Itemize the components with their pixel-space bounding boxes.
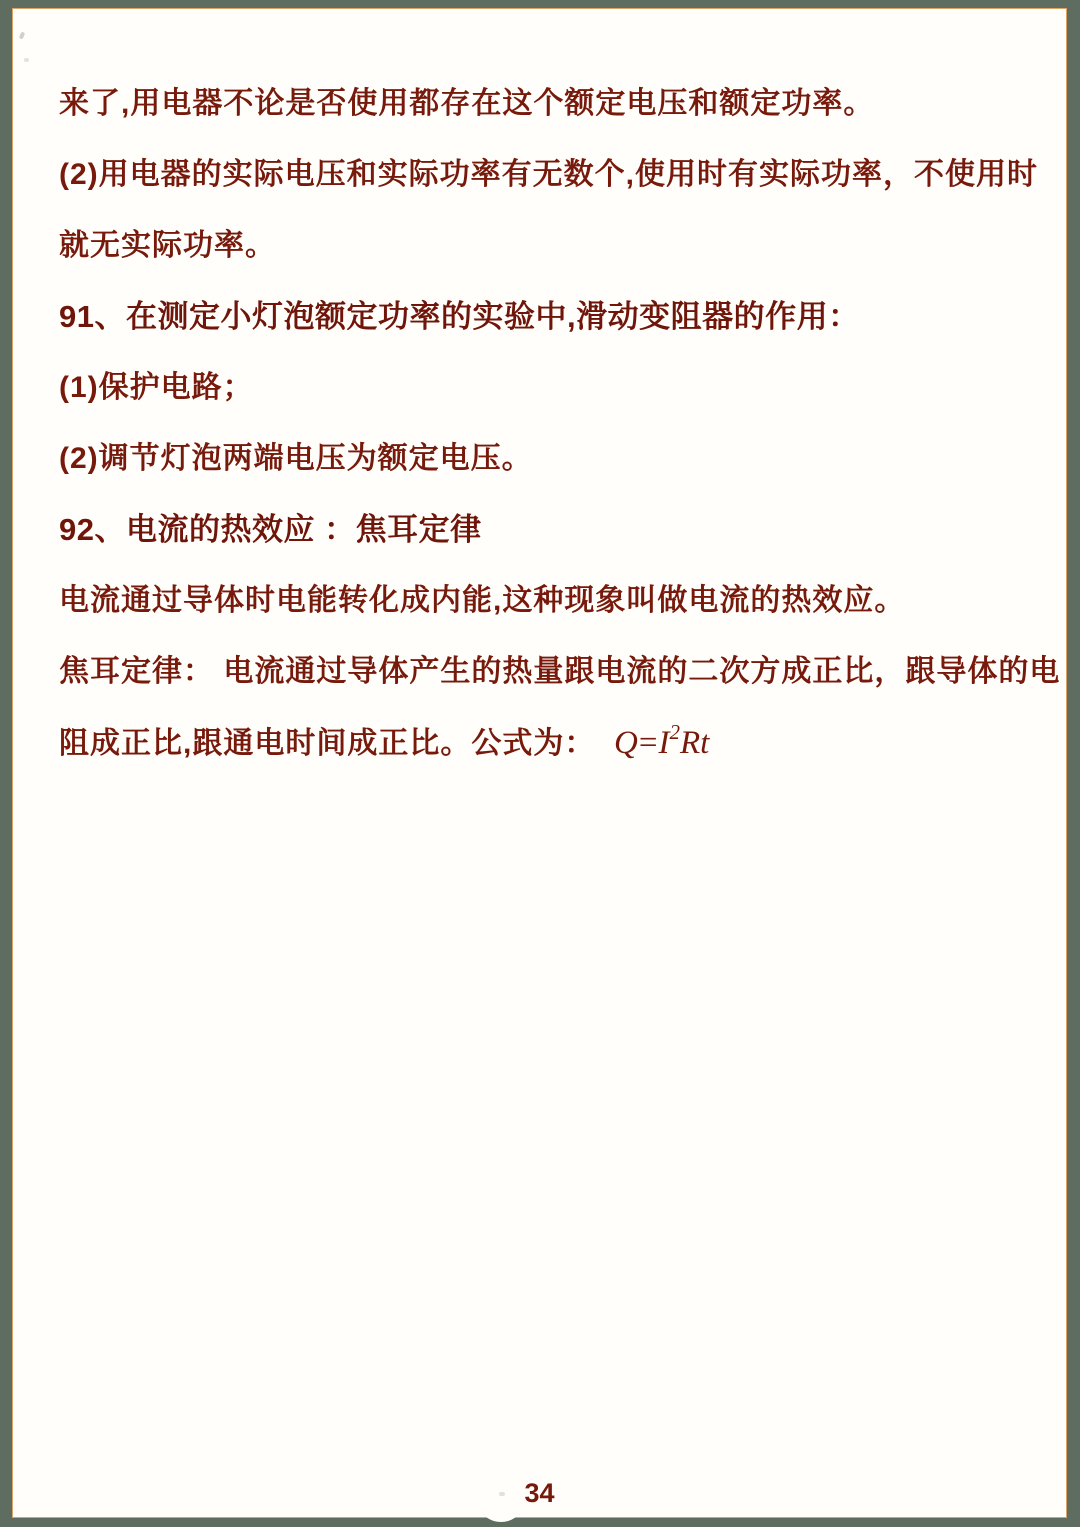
line-text: (1)保护电路； bbox=[59, 371, 254, 404]
formula-base: I bbox=[658, 725, 670, 761]
line-text: 就无实际功率。 bbox=[59, 229, 276, 262]
formula-equals: = bbox=[638, 725, 658, 761]
line-text: 91、在测定小灯泡额定功率的实验中,滑动变阻器的作用： bbox=[59, 299, 860, 334]
scan-artifact-speck bbox=[499, 1492, 505, 1496]
scan-artifact-notch bbox=[482, 1507, 520, 1522]
heading-line bbox=[59, 300, 1028, 371]
document-page bbox=[12, 8, 1067, 1518]
line-text: (2)调节灯泡两端电压为额定电压。 bbox=[59, 442, 533, 475]
text-line bbox=[59, 229, 1028, 300]
line-text: 92、电流的热效应 ：焦耳定律 bbox=[59, 512, 482, 547]
text-line bbox=[59, 87, 1028, 158]
formula-superscript: 2 bbox=[669, 720, 680, 744]
line-text: 来了,用电器不论是否使用都存在这个额定电压和额定功率。 bbox=[59, 87, 875, 120]
text-line bbox=[59, 720, 1028, 797]
joule-law-formula bbox=[614, 720, 710, 761]
text-line bbox=[59, 584, 1028, 655]
page-number: 34 bbox=[524, 1478, 555, 1508]
text-line bbox=[59, 371, 1028, 442]
line-text: (2)用电器的实际电压和实际功率有无数个,使用时有实际功率，不使用时 bbox=[59, 158, 1038, 191]
text-line bbox=[59, 442, 1028, 513]
scan-artifact-speck bbox=[24, 58, 29, 62]
line-text: 电流通过导体时电能转化成内能,这种现象叫做电流的热效应。 bbox=[59, 584, 906, 617]
formula-suffix: Rt bbox=[679, 725, 710, 761]
text-line bbox=[59, 655, 1061, 726]
line-text: 阻成正比,跟通电时间成正比。公式为： bbox=[59, 727, 615, 760]
formula-lhs: Q bbox=[614, 725, 638, 761]
heading-line bbox=[59, 513, 1028, 584]
text-line bbox=[59, 158, 1038, 229]
line-text: 焦耳定律： 电流通过导体产生的热量跟电流的二次方成正比，跟导体的电 bbox=[59, 655, 1061, 688]
page-text-content bbox=[59, 87, 1061, 797]
